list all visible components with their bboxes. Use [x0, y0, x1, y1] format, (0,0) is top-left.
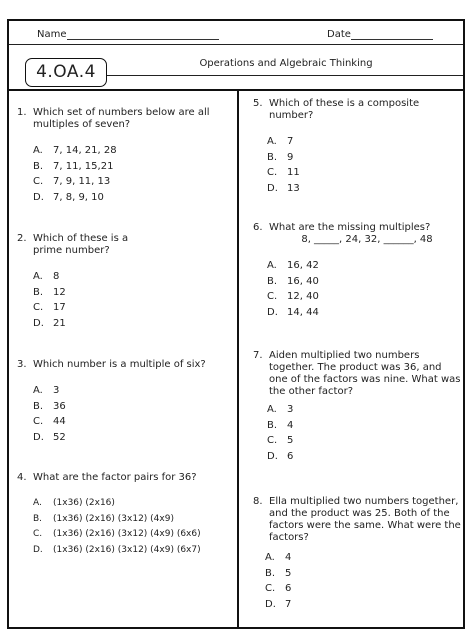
question-stem: Which of these is a composite number? [269, 98, 420, 121]
column-divider [237, 89, 239, 627]
option-c[interactable]: C. 11 [267, 167, 300, 178]
question-4 [17, 472, 233, 558]
option-d[interactable]: D. 7, 8, 9, 10 [33, 191, 104, 203]
option-d[interactable]: D. 6 [267, 450, 294, 462]
content-top-border [9, 89, 463, 91]
date-line [351, 30, 433, 40]
number-sequence: 8, _____, 24, 32, ______, 48 [301, 234, 433, 245]
answer-options [33, 496, 233, 558]
question-number: 7. [253, 350, 263, 361]
option-c[interactable]: C. 44 [33, 416, 66, 427]
header [9, 21, 463, 43]
question-stem: What are the factor pairs for 36? [33, 472, 197, 483]
option-a[interactable]: A. 3 [267, 404, 294, 415]
question-stem: Which number is a multiple of six? [33, 359, 206, 370]
question-1 [17, 107, 229, 205]
option-c[interactable]: C. 12, 40 [267, 291, 319, 302]
option-a[interactable]: A. (1x36) (2x16) [33, 498, 115, 508]
option-c[interactable]: C. 6 [265, 583, 292, 594]
date-field[interactable] [327, 29, 433, 40]
question-stem: Which set of numbers below are all multiples of seven? [33, 107, 210, 130]
question-stem: What are the missing multiples? [269, 222, 431, 233]
question-number: 2. [17, 233, 27, 244]
option-b[interactable]: B. 16, 40 [267, 275, 319, 287]
question-2 [17, 233, 157, 331]
option-a[interactable]: A. 16, 42 [267, 260, 319, 271]
option-b[interactable]: B. 12 [33, 286, 66, 298]
option-d[interactable]: D. 7 [265, 598, 292, 610]
option-b[interactable]: B. 7, 11, 15,21 [33, 160, 114, 172]
option-d[interactable]: D. 13 [267, 182, 300, 194]
question-stem: Aiden multiplied two numbers together. The product was 36, and one of the factors was nine. What was the other factor? [269, 350, 461, 397]
answer-options [33, 143, 229, 205]
option-d[interactable]: D. 14, 44 [267, 306, 319, 318]
option-c[interactable]: C. 5 [267, 435, 294, 446]
question-number: 1. [17, 107, 27, 118]
option-c[interactable]: C. 7, 9, 11, 13 [33, 176, 111, 187]
question-number: 6. [253, 222, 263, 233]
option-b[interactable]: B. (1x36) (2x16) (3x12) (4x9) [33, 513, 174, 524]
option-b[interactable]: B. 9 [267, 151, 294, 163]
answer-options [267, 402, 463, 464]
question-number: 3. [17, 359, 27, 370]
option-a[interactable]: A. 7, 14, 21, 28 [33, 145, 117, 156]
date-label: Date [327, 29, 351, 40]
option-c[interactable]: C. (1x36) (2x16) (3x12) (4x9) (6x6) [33, 529, 201, 539]
answer-options [267, 134, 449, 196]
question-7 [253, 350, 463, 464]
worksheet-page [7, 19, 465, 629]
option-b[interactable]: B. 36 [33, 400, 66, 412]
question-number: 8. [253, 496, 263, 507]
name-label: Name [37, 29, 67, 40]
name-line [67, 30, 219, 40]
question-3 [17, 359, 233, 445]
question-stem: Ella multiplied two numbers together, and the product was 25. Both of the factors were the same. What were the factors? [269, 496, 461, 543]
option-a[interactable]: A. 3 [33, 385, 60, 396]
option-b[interactable]: B. 5 [265, 567, 292, 579]
question-8 [253, 496, 463, 612]
question-5 [253, 98, 449, 196]
option-b[interactable]: B. 4 [267, 419, 294, 431]
option-d[interactable]: D. 21 [33, 317, 66, 329]
question-number: 5. [253, 98, 263, 109]
title-rule [107, 75, 463, 76]
option-a[interactable]: A. 4 [265, 552, 292, 563]
question-stem: Which of these is a prime number? [33, 233, 129, 256]
option-d[interactable]: D. (1x36) (2x16) (3x12) (4x9) (6x7) [33, 544, 201, 555]
standard-badge: 4.OA.4 [25, 58, 107, 87]
option-a[interactable]: A. 8 [33, 271, 60, 282]
answer-options [267, 258, 465, 320]
header-rule [9, 44, 463, 45]
option-d[interactable]: D. 52 [33, 431, 66, 443]
question-number: 4. [17, 472, 27, 483]
option-a[interactable]: A. 7 [267, 136, 294, 147]
answer-options [33, 383, 233, 445]
answer-options [33, 269, 157, 331]
question-6 [253, 222, 465, 320]
page-title: Operations and Algebraic Thinking [199, 58, 373, 69]
option-c[interactable]: C. 17 [33, 302, 66, 313]
name-field[interactable] [37, 29, 219, 40]
answer-options [265, 550, 463, 612]
